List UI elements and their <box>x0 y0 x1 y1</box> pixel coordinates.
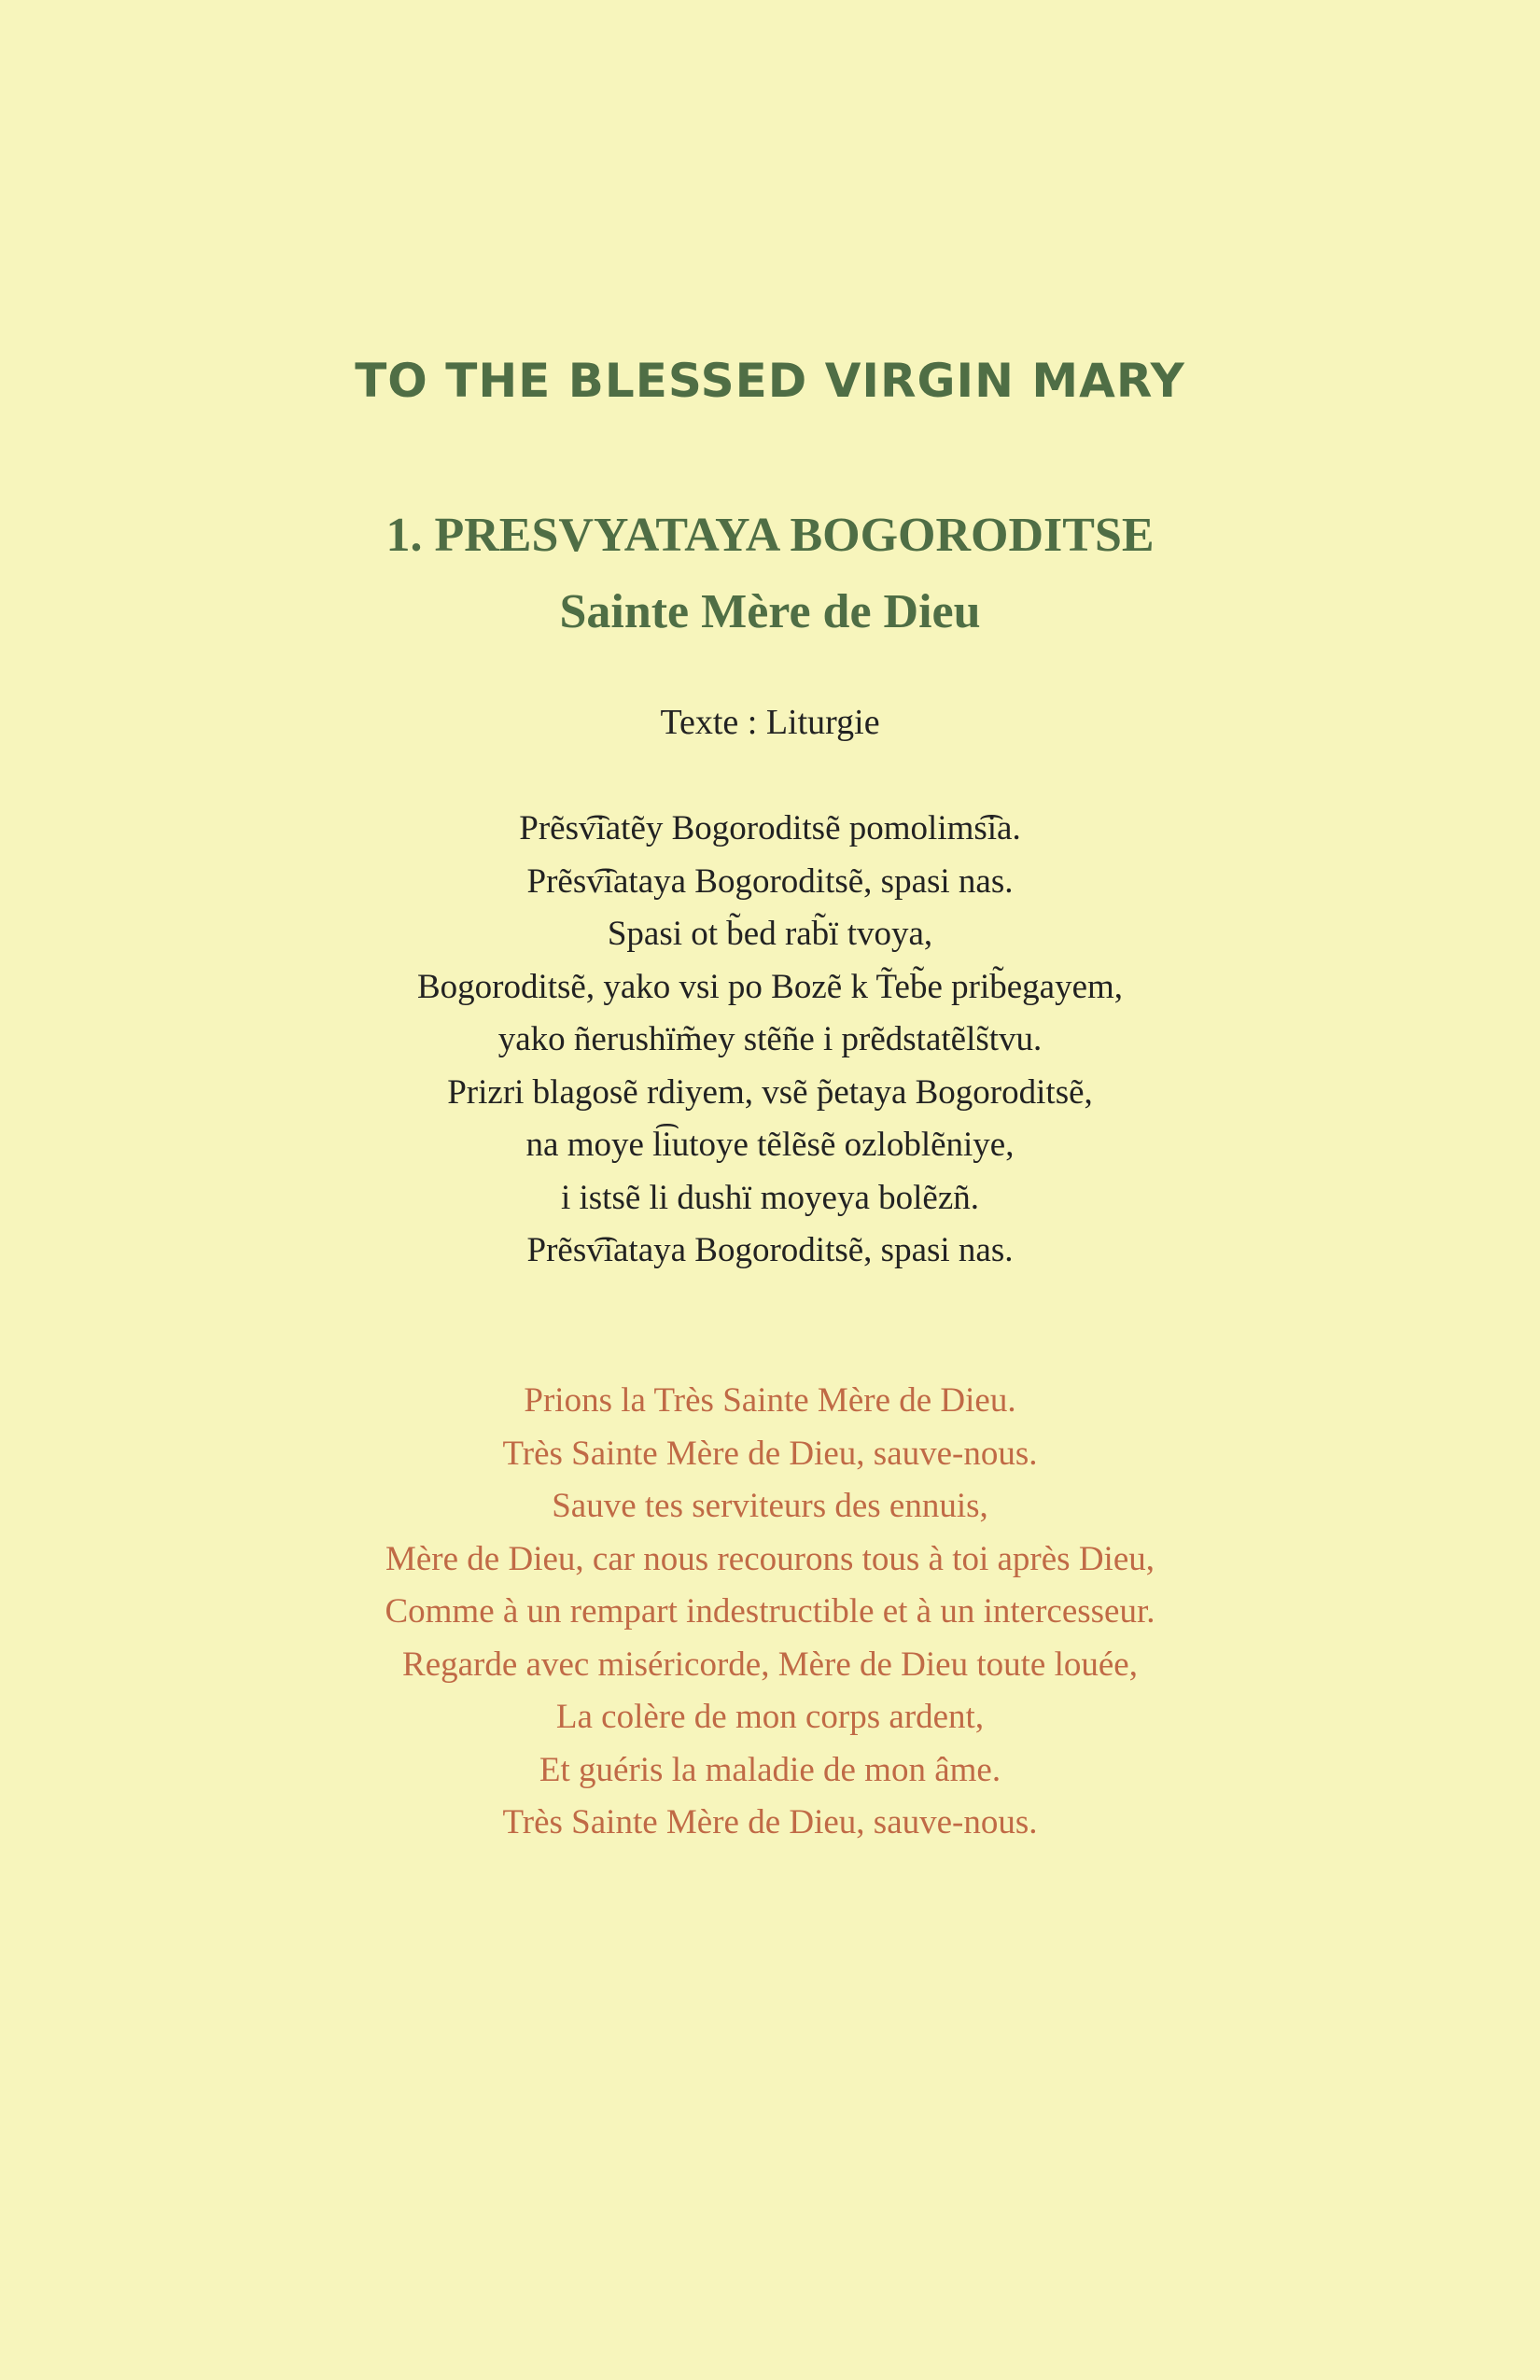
translation-line: La colère de mon corps ardent, <box>555 1698 985 1736</box>
verse-line: yako ñerushïm̃ey stẽñe i prẽdstatẽls̃tvu. <box>497 1020 1043 1058</box>
translation-line: Regarde avec miséricorde, Mère de Dieu toute louée, <box>402 1645 1138 1684</box>
verse-line: Prẽsv͡iataya Bogoroditsẽ, spasi nas. <box>526 1231 1014 1269</box>
verse-line: Prizri blagosẽ rdiyem, vsẽ p̃etaya Bogoroditsẽ, <box>447 1072 1093 1112</box>
translation-line: Et guéris la maladie de mon âme. <box>539 1750 1001 1789</box>
verse-translation <box>0 1375 1540 1850</box>
verse-line: Prẽsv͡iataya Bogoroditsẽ, spasi nas. <box>526 861 1014 901</box>
translation-line: Mère de Dieu, car nous recourons tous à toi après Dieu, <box>385 1539 1155 1578</box>
translation-line: Sauve tes serviteurs des ennuis, <box>552 1487 988 1525</box>
verse-line: Bogoroditsẽ, yako vsi po Bozẽ k T̃eb̃e prib̃egayem, <box>416 967 1124 1006</box>
verse-original <box>0 803 1540 1278</box>
verse-line: Prẽsv͡iatẽy Bogoroditsẽ pomolims͡ia. <box>519 809 1021 847</box>
verse-line: na moye l͡iutoye tẽlẽsẽ ozloblẽniye, <box>525 1126 1015 1164</box>
translation-line: Prions la Très Sainte Mère de Dieu. <box>524 1381 1016 1420</box>
verse-line: i istsẽ li dushï moyeya bolẽzñ. <box>560 1178 980 1217</box>
section-title: TO THE BLESSED VIRGIN MARY <box>355 354 1185 408</box>
translation-line: Très Sainte Mère de Dieu, sauve-nous. <box>502 1434 1038 1473</box>
translation-line: Très Sainte Mère de Dieu, sauve-nous. <box>502 1803 1038 1841</box>
translation-line: Comme à un rempart indestructible et à un intercesseur. <box>385 1592 1155 1631</box>
hymn-title: 1. PRESVYATAYA BOGORODITSE <box>385 509 1155 562</box>
hymn-subtitle: Sainte Mère de Dieu <box>559 585 981 638</box>
verse-line: Spasi ot b̃ed rab̃ï tvoya, <box>607 915 933 953</box>
text-source: Texte : Liturgie <box>660 703 880 742</box>
